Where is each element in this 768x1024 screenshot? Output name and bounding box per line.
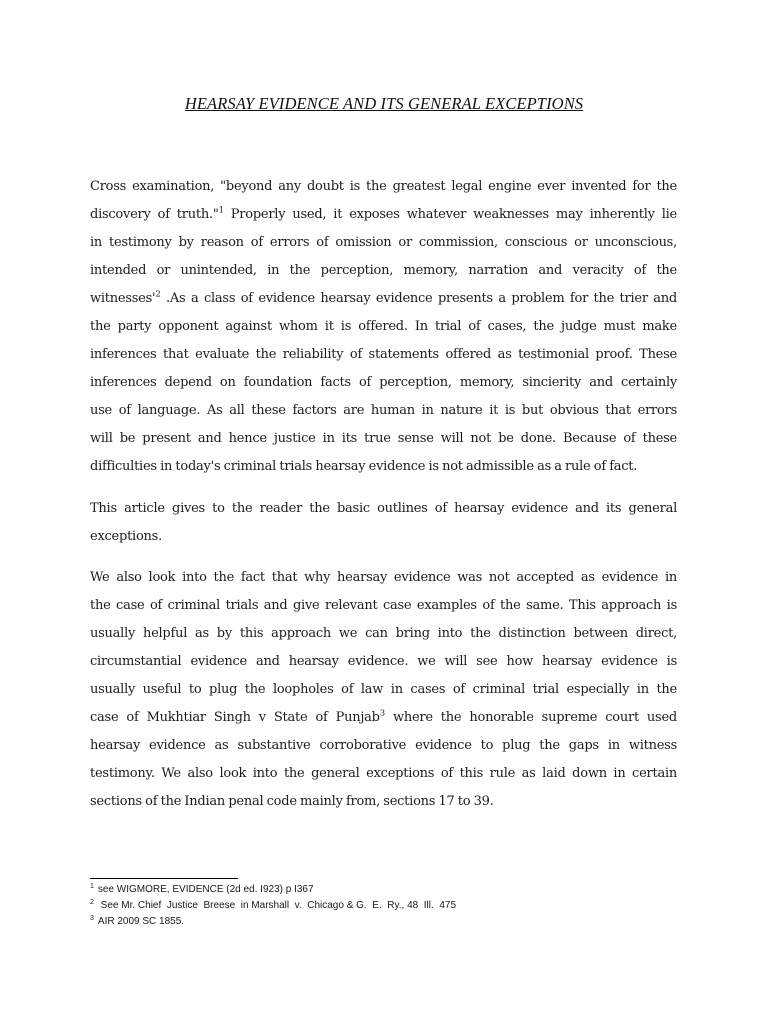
paragraph-line: the case of criminal trials and give relevant case examples of the same. This approach is bbox=[90, 598, 677, 613]
paragraph-case-examples bbox=[90, 564, 677, 816]
paragraph-article-outline bbox=[90, 495, 677, 551]
footnote-mark: 1 bbox=[90, 882, 94, 890]
paragraph-line bbox=[90, 201, 677, 229]
paragraph-line: usually useful to plug the loopholes of law in cases of criminal trial especially in the bbox=[90, 682, 677, 697]
footnote-ref[interactable]: 3 bbox=[379, 708, 385, 719]
footnote-2 bbox=[90, 898, 690, 914]
footnote-text: AIR 2009 SC 1855. bbox=[97, 916, 185, 927]
paragraph-line: inferences depend on foundation facts of perception, memory, sincierity and certainly bbox=[90, 375, 677, 390]
paragraph-text: .As a class of evidence hearsay evidence presents a problem for the trier and bbox=[166, 291, 677, 306]
footnote-ref[interactable]: 2 bbox=[155, 289, 161, 300]
paragraph-line: in testimony by reason of errors of omission or commission, conscious or unconscious, bbox=[90, 235, 677, 250]
paragraph-cross-examination bbox=[90, 173, 677, 481]
paragraph-line: testimony. We also look into the general exceptions of this rule as laid down in certain bbox=[90, 766, 677, 781]
paragraph-line: circumstantial evidence and hearsay evidence. we will see how hearsay evidence is bbox=[90, 654, 677, 669]
footnote-3 bbox=[90, 914, 690, 930]
paragraph-line: difficulties in today's criminal trials hearsay evidence is not admissible as a rule of fact. bbox=[90, 459, 638, 474]
paragraph-line: inferences that evaluate the reliability of statements offered as testimonial proof. These bbox=[90, 347, 677, 362]
paragraph-line: This article gives to the reader the basic outlines of hearsay evidence and its general bbox=[90, 501, 677, 516]
footnote-text: See Mr. Chief Justice Breese in Marshall v. Chicago & G. E. Ry., 48 Ill. 475 bbox=[97, 900, 457, 911]
paragraph-line: hearsay evidence as substantive corroborative evidence to plug the gaps in witness bbox=[90, 738, 677, 753]
paragraph-line: will be present and hence justice in its true sense will not be done. Because of these bbox=[90, 431, 677, 446]
paragraph-line: We also look into the fact that why hearsay evidence was not accepted as evidence in bbox=[90, 570, 677, 585]
paragraph-text: Properly used, it exposes whatever weaknesses may inherently lie bbox=[230, 207, 677, 222]
paragraph-line: the party opponent against whom it is offered. In trial of cases, the judge must make bbox=[90, 319, 677, 334]
paragraph-line bbox=[90, 285, 677, 313]
paragraph-text: discovery of truth." bbox=[90, 207, 219, 222]
footnote-1 bbox=[90, 882, 690, 898]
paragraph-line: sections of the Indian penal code mainly from, sections 17 to 39. bbox=[90, 794, 494, 809]
paragraph-text: where the honorable supreme court used bbox=[392, 710, 677, 725]
footnote-text: see WIGMORE, EVIDENCE (2d ed. I923) p I367 bbox=[97, 884, 314, 895]
paragraph-text: witnesses' bbox=[90, 291, 156, 306]
paragraph-line bbox=[90, 704, 677, 732]
paragraph-line: usually helpful as by this approach we can bring into the distinction between direct, bbox=[90, 626, 677, 641]
paragraph-line: Cross examination, "beyond any doubt is the greatest legal engine ever invented for the bbox=[90, 179, 677, 194]
footnote-ref[interactable]: 1 bbox=[218, 205, 224, 216]
footnotes bbox=[90, 882, 690, 930]
paragraph-text: case of Mukhtiar Singh v State of Punjab bbox=[90, 710, 380, 725]
paragraph-line: intended or unintended, in the perception, memory, narration and veracity of the bbox=[90, 263, 677, 278]
paragraph-line: exceptions. bbox=[90, 529, 162, 544]
footnote-mark: 3 bbox=[90, 914, 94, 922]
document-title: HEARSAY EVIDENCE AND ITS GENERAL EXCEPTIONS bbox=[184, 94, 584, 113]
paragraph-line: use of language. As all these factors are human in nature it is but obvious that errors bbox=[90, 403, 677, 418]
footnote-mark: 2 bbox=[90, 898, 94, 906]
footnote-divider bbox=[90, 878, 238, 879]
